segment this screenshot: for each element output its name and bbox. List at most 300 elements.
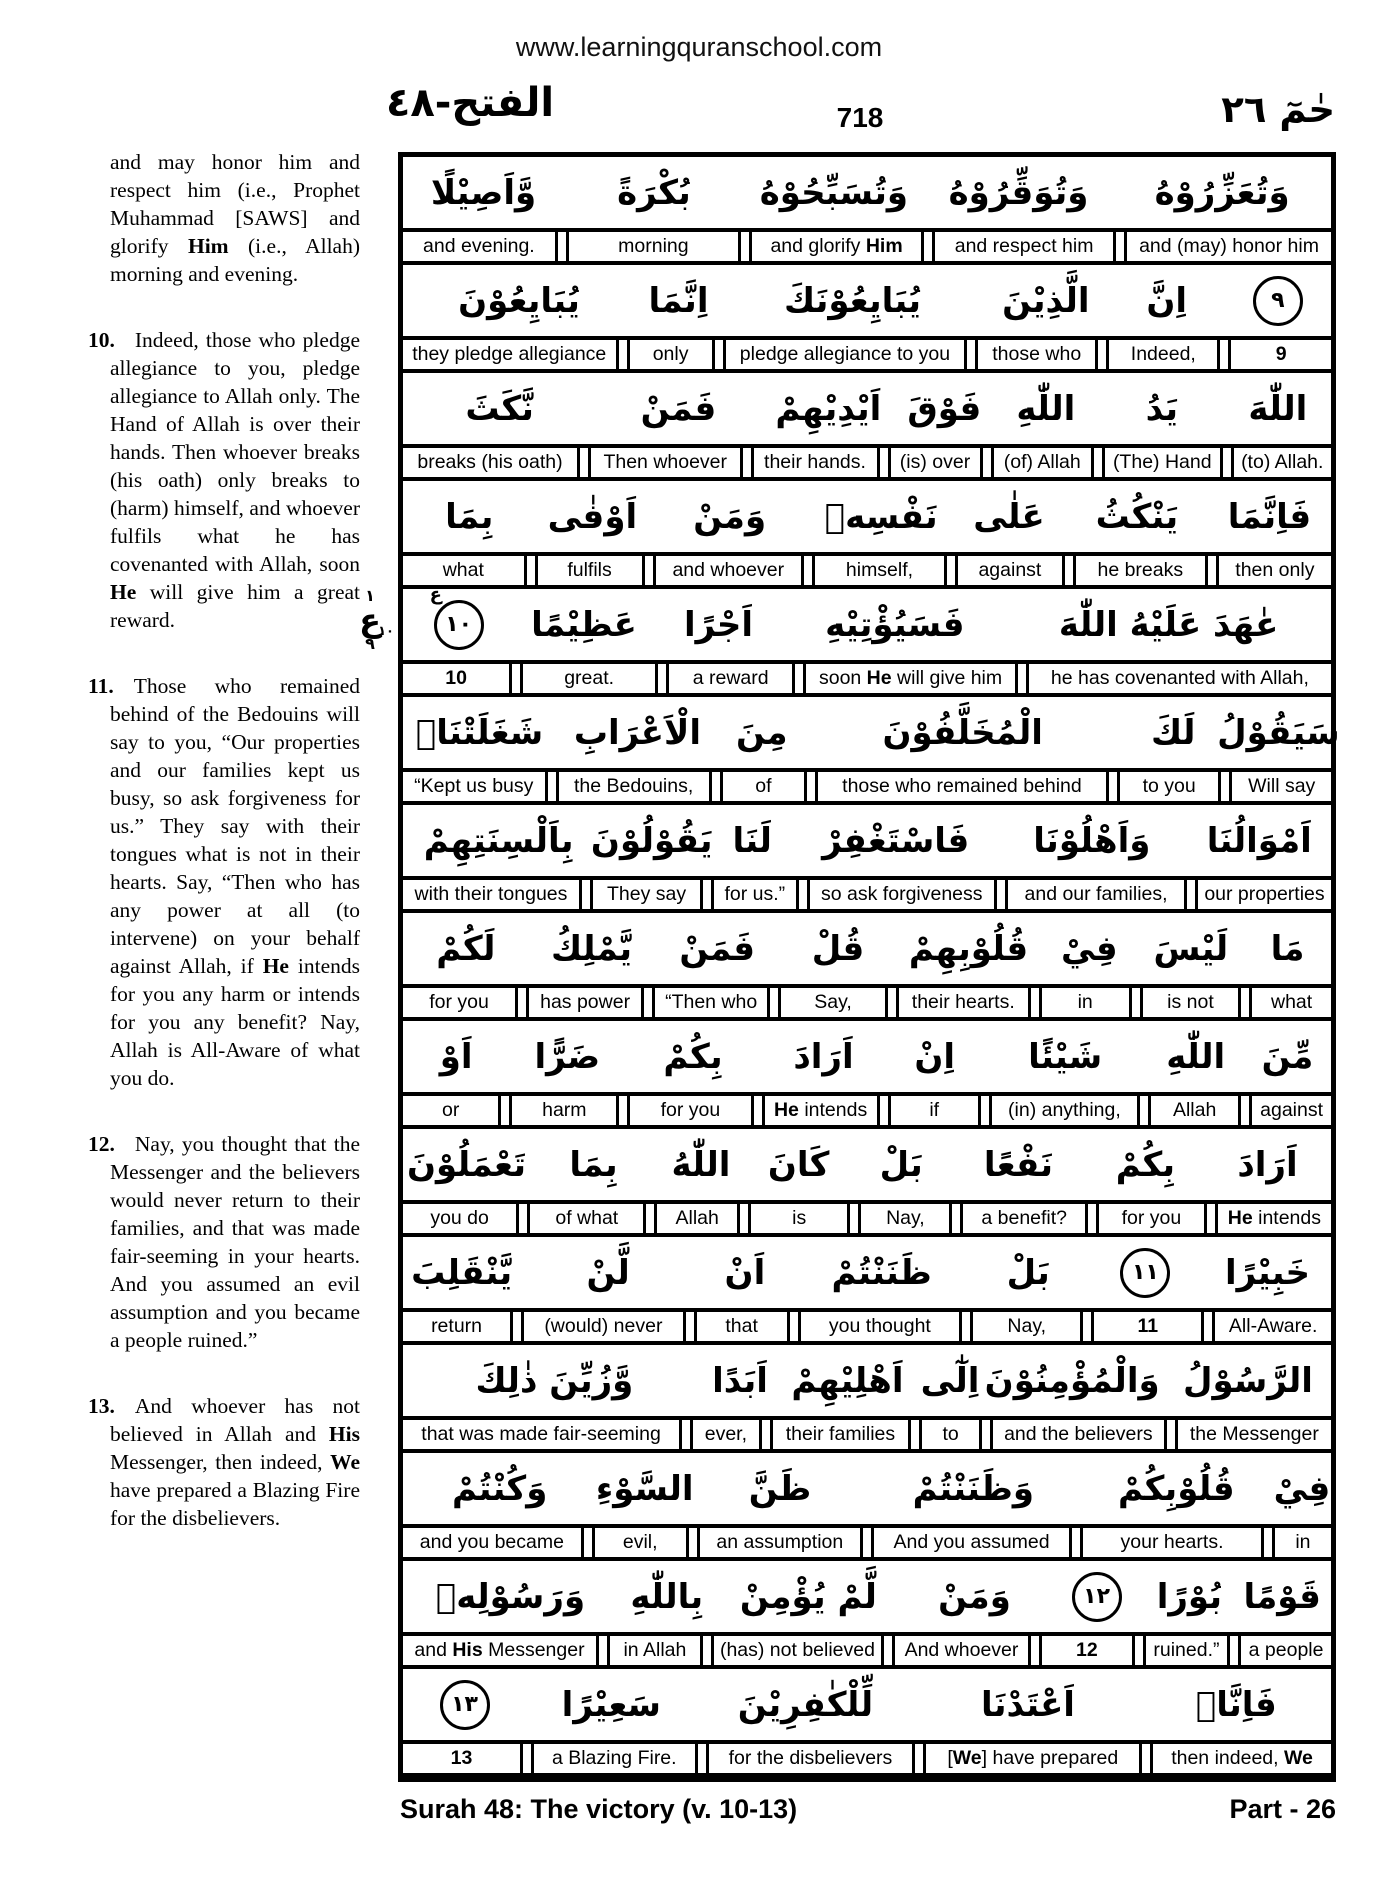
arabic-word: اَعْتَدْنَا <box>981 1684 1075 1725</box>
arabic-word: اَرَادَ <box>1237 1144 1298 1185</box>
text-segment: to you <box>1142 775 1196 797</box>
arabic-word-cell <box>596 389 760 429</box>
arabic-word-cell <box>403 1253 520 1293</box>
arabic-word-cell <box>1147 1037 1244 1077</box>
arabic-line <box>403 1453 1331 1524</box>
text-segment: a people <box>1248 1639 1324 1661</box>
arabic-word: اِنَّمَا <box>648 280 709 321</box>
arabic-word-cell <box>403 281 635 321</box>
text-segment: the Messenger <box>1189 1423 1319 1445</box>
translation-cell <box>711 1636 884 1665</box>
translation-cell <box>521 1312 686 1341</box>
arabic-word: يَقُوْلُوْنَ <box>590 820 713 861</box>
arabic-word-cell <box>795 821 996 861</box>
text-segment: against <box>1260 1099 1324 1121</box>
text-segment: 13 <box>450 1747 473 1769</box>
arabic-word-cell <box>697 1685 915 1725</box>
arabic-word: مَا <box>1270 928 1305 969</box>
translation-strip <box>403 444 1331 481</box>
text-segment: harm <box>542 1099 587 1121</box>
arabic-word: اَوْ <box>439 1036 473 1077</box>
arabic-word: وَتُوَقِّرُوْهُ <box>948 172 1089 213</box>
arabic-word: يَدُ <box>1145 388 1179 429</box>
text-segment: 12 <box>1076 1639 1098 1661</box>
arabic-word: لَّمْ يُؤْمِنْ <box>739 1576 877 1617</box>
arabic-word-cell <box>403 929 529 969</box>
verse-number: 13. <box>88 1394 115 1418</box>
text-segment: you do <box>430 1207 489 1229</box>
translation-cell <box>1106 340 1220 369</box>
text-segment: of what <box>555 1207 619 1229</box>
arabic-word: شَغَلَتْنَاۤ <box>415 712 544 753</box>
text-segment: himself, <box>845 559 914 581</box>
arabic-word-cell <box>403 583 514 650</box>
text-segment: [ <box>947 1747 953 1769</box>
arabic-line <box>403 265 1331 336</box>
text-segment: (is) over <box>899 451 971 473</box>
text-segment: he has covenanted with Allah, <box>1050 667 1309 689</box>
text-segment: intends <box>798 1099 868 1121</box>
text-segment: And whoever <box>904 1639 1019 1661</box>
translation-cell <box>654 1204 740 1233</box>
text-segment: He <box>110 580 137 604</box>
translation-cell <box>706 1744 916 1773</box>
arabic-word-cell <box>950 1145 1087 1185</box>
text-segment: so ask forgiveness <box>821 883 983 905</box>
translation-cell <box>1195 880 1331 909</box>
text-segment: ever, <box>704 1423 747 1445</box>
verse-number-circle <box>429 583 484 650</box>
text-segment: in <box>1077 991 1093 1013</box>
translation-cell <box>798 1312 963 1341</box>
arabic-word: اَجْرًا <box>684 604 753 645</box>
arabic-word: لَنَا <box>732 820 772 861</box>
arabic-word: تَعْمَلُوْنَ <box>407 1144 526 1185</box>
text-segment: a Blazing Fire. <box>551 1747 677 1769</box>
verse-number-circle <box>1120 1248 1170 1298</box>
arabic-line <box>403 1345 1331 1416</box>
translation-cell <box>1249 988 1331 1017</box>
text-segment: He <box>773 1099 799 1121</box>
text-segment: is <box>792 1207 807 1229</box>
ruku-bottom-number: ٩ <box>365 634 375 653</box>
translation-cell <box>1005 880 1187 909</box>
text-segment: will give him <box>891 667 1003 689</box>
arabic-word: الرَّسُوْلُ <box>1183 1360 1313 1401</box>
text-segment: (to) Allah. <box>1241 451 1324 473</box>
text-segment: only <box>652 343 689 365</box>
arabic-word-cell <box>596 1469 693 1509</box>
arabic-word: يَنْكُثُ <box>1095 496 1179 537</box>
translation-cell <box>807 880 998 909</box>
text-segment: for us.” <box>724 883 786 905</box>
translation-cell <box>1124 232 1331 261</box>
text-segment: they pledge allegiance <box>412 343 607 365</box>
text-segment: or <box>442 1099 460 1121</box>
arabic-word-cell <box>1188 821 1332 861</box>
ruku-middle-number: ١٠ <box>378 624 394 639</box>
arabic-word: نَفْعًا <box>983 1144 1054 1185</box>
text-segment: and (may) honor him <box>1139 235 1319 257</box>
translation-strip <box>403 552 1331 589</box>
translation-cell <box>1073 556 1208 585</box>
arabic-line <box>403 913 1331 984</box>
arabic-word-cell <box>657 1145 745 1185</box>
text-segment: Messenger, then indeed, <box>110 1450 331 1474</box>
arabic-word-cell <box>783 605 1006 645</box>
translation-cell <box>815 772 1109 801</box>
arabic-word-cell <box>520 1253 696 1293</box>
arabic-word-cell <box>1204 1145 1331 1185</box>
translation-cell <box>607 1636 703 1665</box>
translation-strip <box>403 1200 1331 1237</box>
translation-cell <box>666 664 795 693</box>
ain-glyph: ع <box>359 601 381 639</box>
translation-cell <box>871 1528 1072 1557</box>
translation-cell <box>960 1204 1088 1233</box>
arabic-word: بَلْ <box>1006 1252 1050 1293</box>
text-segment: Allah <box>1172 1099 1217 1121</box>
text-segment: pledge allegiance to you <box>739 343 951 365</box>
verse-translation-paragraph <box>88 672 360 1092</box>
arabic-word: وَمَنْ <box>693 496 767 537</box>
arabic-word: لِّلْكٰفِرِيْنَ <box>737 1684 874 1725</box>
arabic-word-cell <box>914 1685 1141 1725</box>
website-url: www.learningquranschool.com <box>515 32 883 62</box>
translation-cell <box>803 664 1017 693</box>
translation-cell <box>403 1744 523 1773</box>
arabic-word-cell <box>896 929 1041 969</box>
verse-number-arabic: ٩ <box>1253 276 1303 326</box>
arabic-word-cell <box>716 1577 902 1617</box>
word-grid <box>398 152 1340 1782</box>
text-segment: They say <box>606 883 687 905</box>
translation-cell <box>403 340 619 369</box>
arabic-word-cell <box>403 713 556 753</box>
arabic-word: فَوْقَ <box>907 388 982 429</box>
translation-cell <box>1238 1636 1331 1665</box>
translation-cell <box>711 880 798 909</box>
text-segment: their hearts. <box>911 991 1015 1013</box>
text-segment: with their tongues <box>414 883 568 905</box>
arabic-line <box>403 1237 1331 1308</box>
arabic-word-cell <box>1217 712 1340 753</box>
ruku-marker <box>348 588 392 652</box>
translation-cell <box>1096 1204 1207 1233</box>
text-segment: their hands. <box>764 451 866 473</box>
ruku-top-number: ١ <box>365 586 375 605</box>
arabic-word-cell <box>852 1145 950 1185</box>
text-segment: and our families, <box>1024 883 1168 905</box>
translation-cell <box>403 880 582 909</box>
arabic-word-cell <box>1208 497 1331 537</box>
text-segment: then indeed, <box>1171 1747 1284 1769</box>
arabic-word: فَاِنَّمَا <box>1227 496 1312 537</box>
text-segment: for you <box>660 1099 721 1121</box>
translation-cell <box>403 1096 501 1125</box>
text-segment: your hearts. <box>1120 1531 1224 1553</box>
arabic-word-cell <box>744 173 924 213</box>
arabic-word-cell <box>719 713 805 753</box>
arabic-word-cell <box>952 497 1066 537</box>
translation-cell <box>403 772 548 801</box>
arabic-word-cell <box>810 497 952 537</box>
arabic-line <box>403 1129 1331 1200</box>
translation-cell <box>1039 988 1132 1017</box>
arabic-word: بِاَلْسِنَتِهِمْ <box>423 820 574 861</box>
translation-cell <box>1140 988 1241 1017</box>
text-segment: Him <box>187 234 229 258</box>
translation-cell <box>566 232 741 261</box>
text-segment: and may honor him and respect him (i.e., Prophet Muhammad [SAWS] and glorify <box>110 150 360 258</box>
translation-cell <box>720 772 807 801</box>
translation-cell <box>627 340 715 369</box>
arabic-word: عٰهَدَ عَلَيْهُ اللّٰهَ <box>1058 604 1279 645</box>
arabic-word-cell <box>1109 281 1225 321</box>
text-segment: Then whoever <box>603 451 728 473</box>
page-number: 718 <box>836 102 884 133</box>
translation-cell <box>858 1204 952 1233</box>
arabic-word: وَّاَصِيْلًا <box>430 172 537 213</box>
verse-number-circle <box>1253 276 1303 326</box>
text-segment: is not <box>1167 991 1214 1013</box>
text-segment: a reward <box>692 667 769 689</box>
text-segment: And you assumed <box>893 1531 1050 1553</box>
text-segment: has power <box>540 991 631 1013</box>
text-segment: “Kept us busy <box>414 775 534 797</box>
arabic-word: فَسَيُؤْتِيْهِ <box>825 604 965 645</box>
text-segment: and evening. <box>423 235 535 257</box>
arabic-word: وَظَنَنْتُمْ <box>912 1468 1035 1509</box>
text-segment: and respect him <box>954 235 1094 257</box>
verse-translation-paragraph <box>88 1392 360 1532</box>
arabic-word-cell <box>530 1145 657 1185</box>
text-segment: you thought <box>828 1315 931 1337</box>
translation-cell <box>535 556 645 585</box>
translation-cell <box>697 1528 863 1557</box>
text-segment: those who remained behind <box>842 775 1082 797</box>
text-segment: in Allah <box>623 1639 687 1661</box>
translation-cell <box>991 448 1095 477</box>
text-segment: for you <box>429 991 489 1013</box>
translation-strip <box>403 228 1331 265</box>
juz-label-arabic: حٰمٓ ٢٦ <box>1221 88 1335 131</box>
text-segment: (would) never <box>544 1315 663 1337</box>
text-segment: of <box>755 775 772 797</box>
translation-cell <box>509 1096 619 1125</box>
text-segment: that <box>725 1315 758 1337</box>
verse-translation-paragraph <box>88 326 360 634</box>
arabic-word: اَوْفٰى <box>547 496 638 537</box>
arabic-word-cell <box>654 605 784 645</box>
arabic-word: لَيْسَ <box>1153 928 1229 969</box>
arabic-word-cell <box>403 173 564 213</box>
arabic-word-cell <box>745 1145 852 1185</box>
arabic-word: فَمَنْ <box>640 388 717 429</box>
translation-cell <box>1249 1096 1331 1125</box>
translation-strip <box>403 1740 1331 1777</box>
text-segment: in <box>1295 1531 1311 1553</box>
text-segment: if <box>929 1099 940 1121</box>
arabic-word-cell <box>1233 1577 1331 1617</box>
arabic-word-cell <box>1113 173 1331 213</box>
text-segment: Indeed, those who pledge allegiance to you, pledge allegiance to Allah only. The Hand of Allah is over their hands. Then whoever breaks (his oath) only breaks to (harm) himself, and whoever fulfils what he has covenanted with Allah, soon <box>110 328 360 576</box>
translation-cell <box>403 1420 682 1449</box>
translation-cell <box>723 340 968 369</box>
arabic-word: فَاِنَّاۤ <box>1195 1684 1277 1725</box>
translation-strip <box>403 336 1331 373</box>
arabic-word: اللّٰهُ <box>671 1144 731 1185</box>
arabic-word-cell <box>1165 1361 1331 1401</box>
arabic-word-cell <box>1145 1577 1233 1617</box>
text-segment: (of) Allah <box>1003 451 1081 473</box>
arabic-word-cell <box>921 1361 980 1401</box>
text-segment: and whoever <box>672 559 785 581</box>
text-segment: Nay, <box>886 1207 925 1229</box>
arabic-line <box>403 583 1331 660</box>
arabic-word-cell <box>514 605 653 645</box>
text-segment: an assumption <box>716 1531 844 1553</box>
text-segment: against <box>978 559 1042 581</box>
translation-cell <box>751 448 880 477</box>
arabic-word-cell <box>1048 1572 1146 1622</box>
arabic-word-cell <box>774 1361 921 1401</box>
arabic-word: السَّوْءِ <box>595 1468 694 1509</box>
text-segment: intends for you any harm or intends for you any benefit? Nay, Allah is All-Aware of what you do. <box>110 954 360 1090</box>
arabic-word-cell <box>1006 605 1331 645</box>
arabic-word-cell <box>693 1469 867 1509</box>
arabic-word-cell <box>780 929 896 969</box>
arabic-word-cell <box>886 1037 983 1077</box>
translation-cell <box>1175 1420 1331 1449</box>
arabic-word-cell <box>403 1145 530 1185</box>
arabic-word-cell <box>983 281 1109 321</box>
arabic-word: وَمَنْ <box>938 1576 1011 1617</box>
translation-column <box>88 148 360 1570</box>
arabic-word-cell <box>556 713 719 753</box>
arabic-word-cell <box>536 497 650 537</box>
text-segment: He <box>1227 1207 1253 1229</box>
arabic-word: فِيْ <box>1061 928 1118 969</box>
arabic-word-cell <box>1066 497 1208 537</box>
text-segment: Say, <box>814 991 852 1013</box>
text-segment: that was made fair-seeming <box>421 1423 661 1445</box>
arabic-word-cell <box>794 1253 970 1293</box>
arabic-word-cell <box>1244 929 1331 969</box>
translation-cell <box>990 1420 1167 1449</box>
arabic-word-cell <box>761 1037 887 1077</box>
text-segment: He <box>866 667 892 689</box>
text-segment: Nay, you thought that the Messenger and the believers would never return to their families, and that was made fair-seeming in your hearts. And you assumed an evil assumption and you became a people ruined.” <box>110 1132 360 1352</box>
translation-cell <box>919 1420 982 1449</box>
arabic-word-cell <box>625 1037 760 1077</box>
translation-cell <box>1215 1204 1331 1233</box>
verse-number-circle <box>440 1680 490 1730</box>
text-segment: for you <box>1121 1207 1182 1229</box>
translation-cell <box>892 1636 1031 1665</box>
arabic-word: الْاَعْرَابِ <box>573 712 701 753</box>
text-segment: Him <box>865 235 903 257</box>
translation-cell <box>888 1096 981 1125</box>
arabic-word-cell <box>805 713 1121 753</box>
arabic-word: وَّزُيِّنَ ذٰلِكَ <box>475 1360 634 1401</box>
arabic-line <box>403 481 1331 552</box>
arabic-word-cell <box>983 1037 1147 1077</box>
arabic-word: بُكْرَةً <box>617 172 691 213</box>
translation-cell <box>762 1096 880 1125</box>
translation-strip <box>403 768 1331 805</box>
arabic-word: ظَنَنْتُمْ <box>831 1252 932 1293</box>
translation-cell <box>652 988 770 1017</box>
text-segment: (in) anything, <box>1008 1099 1121 1121</box>
arabic-word: الْمُخَلَّفُوْنَ <box>882 712 1043 753</box>
arabic-word: وَتُسَبِّحُوْهُ <box>759 172 908 213</box>
translation-cell <box>975 340 1098 369</box>
translation-cell <box>812 556 947 585</box>
arabic-word: اِنْ <box>914 1036 955 1077</box>
arabic-word: نَّكَثَ <box>465 388 534 429</box>
arabic-word-cell <box>1204 1253 1331 1293</box>
arabic-word: ظَنَّ <box>748 1468 812 1509</box>
footer-surah-label: Surah 48: The victory (v. 10-13) <box>400 1794 798 1824</box>
text-segment: evil, <box>622 1531 658 1553</box>
text-segment: a benefit? <box>981 1207 1068 1229</box>
arabic-word: فَمَنْ <box>679 928 755 969</box>
arabic-word: اَيْدِيْهِمْ <box>775 388 882 429</box>
translation-strip <box>403 1524 1331 1561</box>
arabic-word: لَكُمْ <box>436 928 496 969</box>
verse-number: 10. <box>88 328 115 352</box>
arabic-word: اِلٰٓى <box>920 1360 980 1401</box>
text-segment: Will say <box>1248 775 1316 797</box>
text-segment: breaks (his oath) <box>417 451 563 473</box>
translation-cell <box>1091 1312 1204 1341</box>
footer-part-label: Part - 26 <box>1229 1794 1336 1824</box>
arabic-word: نَفْسِهٖ <box>824 496 938 537</box>
arabic-word-cell <box>635 281 722 321</box>
arabic-word-cell <box>1087 1248 1204 1298</box>
translation-cell <box>989 1096 1140 1125</box>
text-segment: then only <box>1235 559 1315 581</box>
arabic-word-cell <box>1244 1037 1331 1077</box>
arabic-word-cell <box>526 1685 696 1725</box>
arabic-word: وَكُنْتُمْ <box>452 1468 548 1509</box>
text-segment: His <box>452 1639 483 1661</box>
translation-cell <box>932 232 1116 261</box>
translation-cell <box>1039 1636 1135 1665</box>
translation-cell <box>556 772 712 801</box>
text-segment: Those who remained behind of the Bedouins will say to you, “Our properties and our families kept us busy, so ask forgiveness for us.” They say with their tongues what is not in their hearts. Say, “Then who has any power at all (to intervene) on your behalf against Allah, if <box>110 674 360 978</box>
arabic-line <box>403 805 1331 876</box>
arabic-word-cell <box>403 1469 596 1509</box>
arabic-word-cell <box>509 1037 625 1077</box>
text-segment: those who <box>992 343 1082 365</box>
text-segment: “Then who <box>665 991 758 1013</box>
arabic-word: وَرَسُوْلِهٖ <box>435 1576 586 1617</box>
translation-cell <box>1231 448 1332 477</box>
translation-cell <box>520 664 658 693</box>
arabic-word: وَاَهْلُوْنَا <box>1033 820 1151 861</box>
arabic-word-cell <box>896 389 993 429</box>
text-segment: the Bedouins, <box>574 775 694 797</box>
arabic-word: اَمْوَالُنَا <box>1206 820 1312 861</box>
arabic-word: يُبَايِعُوْنَ <box>458 280 580 321</box>
translation-cell <box>653 556 805 585</box>
arabic-word: عَلٰى <box>973 496 1045 537</box>
arabic-word: بِكُمْ <box>1115 1144 1175 1185</box>
text-segment: to <box>942 1423 959 1445</box>
translation-cell <box>588 448 743 477</box>
